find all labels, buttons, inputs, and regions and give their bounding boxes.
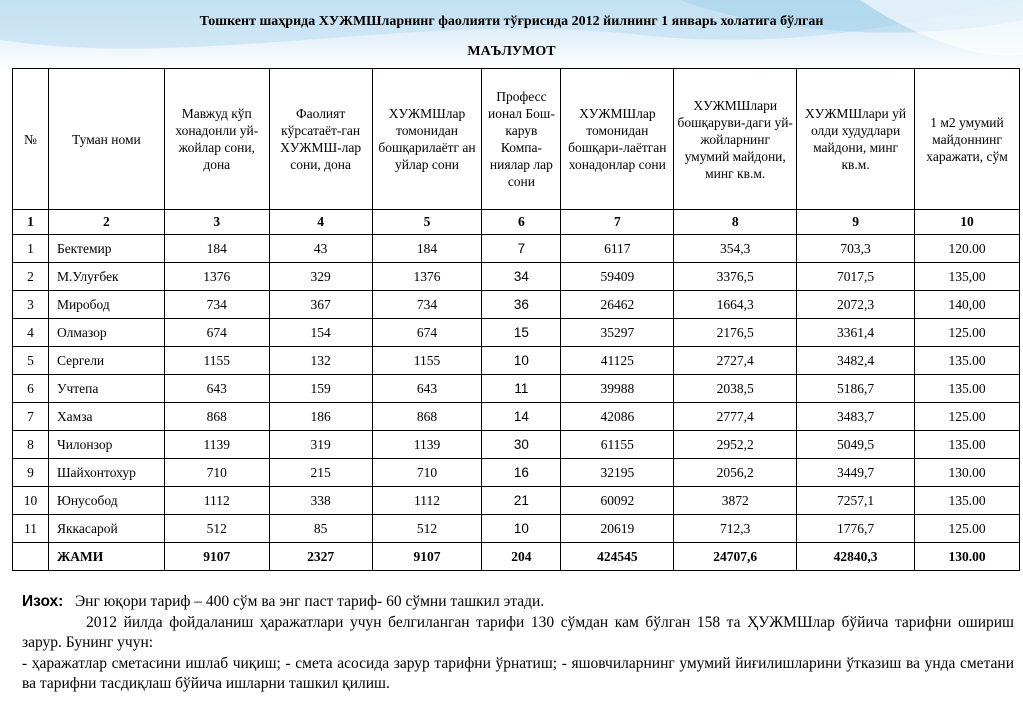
table-cell: 1 — [13, 235, 49, 263]
table-cell: 2072,3 — [797, 291, 915, 319]
table-cell: 6117 — [561, 235, 674, 263]
table-cell: 338 — [269, 487, 372, 515]
table-cell: 3872 — [674, 487, 797, 515]
total-row — [13, 543, 1020, 571]
table-row — [13, 319, 1020, 347]
table-cell: 135.00 — [915, 347, 1020, 375]
note-label: Изох: — [22, 593, 64, 610]
column-number: 1 — [13, 210, 49, 235]
district-name-cell: Яккасарой — [48, 515, 164, 543]
total-cell: 9107 — [164, 543, 269, 571]
table-cell: 3361,4 — [797, 319, 915, 347]
table-cell: 643 — [372, 375, 482, 403]
table-cell: 26462 — [561, 291, 674, 319]
table-cell: 512 — [164, 515, 269, 543]
table-cell: 32195 — [561, 459, 674, 487]
table-cell: 4 — [13, 319, 49, 347]
table-cell: 154 — [269, 319, 372, 347]
column-number: 9 — [797, 210, 915, 235]
table-cell: 186 — [269, 403, 372, 431]
table-cell: 21 — [482, 487, 561, 515]
note-line-1: Энг юқори тариф – 400 сўм ва энг паст тариф- 60 сўмни ташкил этади. — [74, 593, 545, 610]
table-row — [13, 515, 1020, 543]
page-title: Тошкент шаҳрида ХУЖМШларнинг фаолияти тўғрисида 2012 йилнинг 1 январь холатига бўлган — [199, 14, 824, 29]
table-cell: 354,3 — [674, 235, 797, 263]
table-cell: 734 — [372, 291, 482, 319]
col-header: ХУЖМШлар томонидан бошқарилаётг ан уйлар сони — [372, 69, 482, 210]
table-cell: 9 — [13, 459, 49, 487]
table-cell: 1376 — [372, 263, 482, 291]
district-name-cell: Шайхонтохур — [48, 459, 164, 487]
table-row — [13, 375, 1020, 403]
table-cell: 159 — [269, 375, 372, 403]
table-cell: 35297 — [561, 319, 674, 347]
total-cell: 130.00 — [915, 543, 1020, 571]
table-cell: 130.00 — [915, 459, 1020, 487]
table-cell: 135,00 — [915, 263, 1020, 291]
table-cell: 2727,4 — [674, 347, 797, 375]
column-number: 10 — [915, 210, 1020, 235]
table-row — [13, 431, 1020, 459]
table-header-row — [13, 69, 1020, 210]
col-header: Фаолият кўрсатаёт-ган ХУЖМШ-лар сони, дона — [269, 69, 372, 210]
table-cell: 184 — [372, 235, 482, 263]
column-number-row — [13, 210, 1020, 235]
col-header: ХУЖМШлари уй олди худудлари майдони, минг кв.м. — [797, 69, 915, 210]
table-cell: 140,00 — [915, 291, 1020, 319]
table-cell: 61155 — [561, 431, 674, 459]
table-cell: 85 — [269, 515, 372, 543]
col-header: Професс ионал Бош-карув Компа-ниялар лар сони — [482, 69, 561, 210]
table-cell: 1139 — [372, 431, 482, 459]
table-cell: 512 — [372, 515, 482, 543]
table-cell: 5049,5 — [797, 431, 915, 459]
table-cell: 42086 — [561, 403, 674, 431]
table-cell: 674 — [164, 319, 269, 347]
table-cell: 3 — [13, 291, 49, 319]
table-cell: 14 — [482, 403, 561, 431]
table-cell: 10 — [13, 487, 49, 515]
table-cell: 1139 — [164, 431, 269, 459]
district-name-cell: Учтепа — [48, 375, 164, 403]
table-cell: 868 — [372, 403, 482, 431]
table-cell: 3482,4 — [797, 347, 915, 375]
table-cell: 710 — [372, 459, 482, 487]
table-cell: 367 — [269, 291, 372, 319]
note-line-3: - ҳаражатлар сметасини ишлаб чиқиш; - смета асосида зарур тарифни ўрнатиш; - яшовчиларнинг умумий йиғилишларини ўтказиш ва унда сметани ва тарифни тасдиқлаш бўйича ишларни ташкил қилиш. — [22, 654, 1014, 692]
total-cell: 9107 — [372, 543, 482, 571]
total-cell: 204 — [482, 543, 561, 571]
table-row — [13, 291, 1020, 319]
note-line-2: 2012 йилда фойдаланиш ҳаражатлари учун белгиланган тарифи 130 сўмдан кам бўлган 158 та ҲУЖМШлар бўйича тарифни ошириш зарур. Бунинг учун: — [22, 613, 1014, 651]
table-cell: 7 — [482, 235, 561, 263]
table-cell: 60092 — [561, 487, 674, 515]
table-cell: 10 — [482, 515, 561, 543]
table-cell: 11 — [482, 375, 561, 403]
table-cell: 135.00 — [915, 487, 1020, 515]
table-cell: 710 — [164, 459, 269, 487]
table-cell: 2176,5 — [674, 319, 797, 347]
table-cell: 6 — [13, 375, 49, 403]
col-header: 1 м2 умумий майдоннинг харажати, сўм — [915, 69, 1020, 210]
table-cell: 1112 — [164, 487, 269, 515]
table-cell: 1376 — [164, 263, 269, 291]
table-cell: 319 — [269, 431, 372, 459]
total-label: ЖАМИ — [48, 543, 164, 571]
table-cell: 15 — [482, 319, 561, 347]
col-header: Мавжуд кўп хонадонли уй-жойлар сони, дона — [164, 69, 269, 210]
table-row — [13, 459, 1020, 487]
table-cell: 674 — [372, 319, 482, 347]
table-cell: 3376,5 — [674, 263, 797, 291]
table-cell: 329 — [269, 263, 372, 291]
table-cell: 5 — [13, 347, 49, 375]
column-number: 7 — [561, 210, 674, 235]
table-cell: 20619 — [561, 515, 674, 543]
col-header: ХУЖМШлари бошқаруви-даги уй-жойларнинг умумий майдони, минг кв.м. — [674, 69, 797, 210]
total-cell — [13, 543, 49, 571]
district-name-cell: Юнусобод — [48, 487, 164, 515]
table-cell: 703,3 — [797, 235, 915, 263]
table-cell: 2038,5 — [674, 375, 797, 403]
table-row — [13, 263, 1020, 291]
table-cell: 125.00 — [915, 515, 1020, 543]
table-cell: 1155 — [372, 347, 482, 375]
table-cell: 2777,4 — [674, 403, 797, 431]
column-number: 4 — [269, 210, 372, 235]
table-cell: 2056,2 — [674, 459, 797, 487]
col-header: Туман номи — [48, 69, 164, 210]
table-row — [13, 487, 1020, 515]
total-cell: 424545 — [561, 543, 674, 571]
table-cell: 8 — [13, 431, 49, 459]
column-number: 8 — [674, 210, 797, 235]
table-cell: 125.00 — [915, 319, 1020, 347]
table-cell: 34 — [482, 263, 561, 291]
data-table — [12, 68, 1020, 571]
table-cell: 135.00 — [915, 375, 1020, 403]
table-cell: 1664,3 — [674, 291, 797, 319]
table-cell: 39988 — [561, 375, 674, 403]
table-cell: 184 — [164, 235, 269, 263]
table-cell: 2952,2 — [674, 431, 797, 459]
district-name-cell: Сергели — [48, 347, 164, 375]
table-cell: 43 — [269, 235, 372, 263]
total-cell: 2327 — [269, 543, 372, 571]
district-name-cell: М.Улуғбек — [48, 263, 164, 291]
table-row — [13, 403, 1020, 431]
table-cell: 1776,7 — [797, 515, 915, 543]
district-name-cell: Чилонзор — [48, 431, 164, 459]
column-number: 2 — [48, 210, 164, 235]
table-row — [13, 347, 1020, 375]
total-cell: 42840,3 — [797, 543, 915, 571]
table-cell: 135.00 — [915, 431, 1020, 459]
table-cell: 7017,5 — [797, 263, 915, 291]
district-name-cell: Миробод — [48, 291, 164, 319]
table-cell: 120.00 — [915, 235, 1020, 263]
table-cell: 7257,1 — [797, 487, 915, 515]
table-cell: 1112 — [372, 487, 482, 515]
district-name-cell: Олмазор — [48, 319, 164, 347]
table-cell: 10 — [482, 347, 561, 375]
table-cell: 30 — [482, 431, 561, 459]
table-cell: 734 — [164, 291, 269, 319]
table-cell: 3449,7 — [797, 459, 915, 487]
column-number: 5 — [372, 210, 482, 235]
district-name-cell: Хамза — [48, 403, 164, 431]
table-cell: 2 — [13, 263, 49, 291]
total-cell: 24707,6 — [674, 543, 797, 571]
table-cell: 36 — [482, 291, 561, 319]
district-name-cell: Бектемир — [48, 235, 164, 263]
page-subtitle: МАЪЛУМОТ — [467, 44, 556, 59]
table-row — [13, 235, 1020, 263]
table-cell: 125.00 — [915, 403, 1020, 431]
table-cell: 41125 — [561, 347, 674, 375]
table-cell: 11 — [13, 515, 49, 543]
col-header: № — [13, 69, 49, 210]
table-cell: 3483,7 — [797, 403, 915, 431]
table-cell: 643 — [164, 375, 269, 403]
col-header: ХУЖМШлар томонидан бошқари-лаётган хонадонлар сони — [561, 69, 674, 210]
column-number: 6 — [482, 210, 561, 235]
table-cell: 132 — [269, 347, 372, 375]
table-cell: 868 — [164, 403, 269, 431]
table-cell: 59409 — [561, 263, 674, 291]
table-cell: 5186,7 — [797, 375, 915, 403]
table-cell: 7 — [13, 403, 49, 431]
table-cell: 215 — [269, 459, 372, 487]
note-section — [22, 592, 1014, 695]
table-cell: 1155 — [164, 347, 269, 375]
table-cell: 16 — [482, 459, 561, 487]
column-number: 3 — [164, 210, 269, 235]
table-cell: 712,3 — [674, 515, 797, 543]
